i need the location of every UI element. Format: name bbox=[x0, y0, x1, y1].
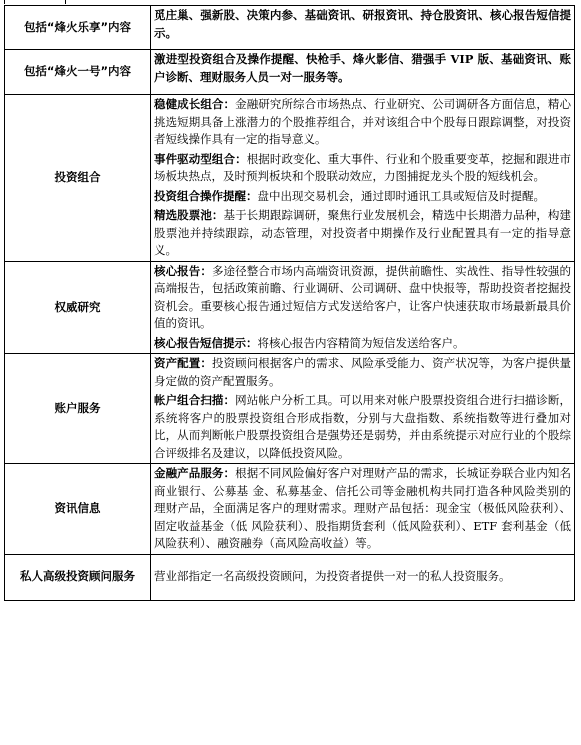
row-content bbox=[151, 95, 575, 262]
row-content bbox=[151, 261, 575, 354]
table-row bbox=[5, 354, 575, 464]
row-content bbox=[151, 464, 575, 555]
cropped-cell-edge bbox=[4, 0, 66, 4]
item-desc: 网站帐户分析工具。可以用来对帐户股票投资组合进行扫描诊断，系统将客户的股票投资组合形成指数，分别与大盘指数、系统指数等进行叠加对比，从而判断帐户股票投资组合是强势还是弱势，并由系统提示对应行业的个股综合评级排名及建议，以降低投资风险。 bbox=[154, 393, 572, 460]
row-content bbox=[151, 50, 575, 95]
item-desc: 金融研究所综合市场热点、行业研究、公司调研各方面信息，精心挑选短期具备上涨潜力的个股推荐组合，并对该组合中个股每日跟踪调整，对投资者短线操作具有一定的指导意义。 bbox=[154, 97, 572, 146]
item-desc: 将核心报告内容精简为短信发送给客户。 bbox=[257, 335, 465, 350]
item-desc: 根据不同风险偏好客户对理财产品的需求，长城证券联合业内知名商业银行、公募基 金、私募基金、信托公司等金融机构共同打造各种风险类别的理财产品，全面满足客户的理财需求。理财产品包括：现金宝（极低风险获利）、固定收益基金（低 风险获利）、股指期货套利（低风险获利）、ETF 套利基金（低风险获利）、融资融券（高风险高收益）等。 bbox=[154, 466, 572, 550]
list-item bbox=[154, 465, 571, 553]
row-text: 激进型投资组合及操作提醒、快枪手、烽火影信、猎强手 VIP 版、基础资讯、账户诊断、理财服务人员一对一服务等。 bbox=[154, 52, 571, 84]
row-text: 觅庄巢、强新股、决策内参、基础资讯、研报资讯、持仓股资讯、核心报告短信提示。 bbox=[154, 8, 571, 40]
item-desc: 基于长期跟踪调研，聚焦行业发展机会，精选中长期潜力品种，构建股票池并持续跟踪，动态管理，对投资者中期操作及行业配置具有一定的指导意义。 bbox=[154, 208, 571, 257]
row-label: 私人高级投资顾问服务 bbox=[5, 554, 151, 600]
table-row bbox=[5, 261, 575, 354]
services-table bbox=[4, 5, 575, 601]
row-content bbox=[151, 354, 575, 464]
table-row bbox=[5, 95, 575, 262]
list-item bbox=[154, 335, 571, 353]
table-row bbox=[5, 6, 575, 50]
row-content bbox=[151, 6, 575, 50]
list-item bbox=[154, 263, 571, 333]
row-text: 营业部指定一名高级投资顾问，为投资者提供一对一的私人投资服务。 bbox=[154, 569, 511, 584]
list-item bbox=[154, 96, 571, 149]
row-label: 投资组合 bbox=[5, 95, 151, 262]
item-term: 金融产品服务： bbox=[154, 466, 236, 480]
item-desc: 盘中出现交易机会，通过即时通讯工具或短信及时提醒。 bbox=[257, 188, 545, 203]
item-term: 核心报告： bbox=[154, 263, 212, 278]
table-row bbox=[5, 464, 575, 555]
item-term: 核心报告短信提示： bbox=[154, 335, 258, 350]
list-item bbox=[154, 207, 571, 260]
row-label: 包括“烽火一号”内容 bbox=[5, 50, 151, 95]
item-term: 帐户组合扫描： bbox=[154, 393, 236, 407]
item-desc: 根据时政变化、重大事件、行业和个股重要变革，挖掘和跟进市场板块热点，及时预判板块和个股联动效应，力图捕捉龙头个股的短线机会。 bbox=[154, 151, 571, 183]
item-term: 事件驱动型组合： bbox=[154, 151, 247, 166]
item-desc: 多途径整合市场内高端资讯资源，提供前瞻性、实战性、指导性较强的高端报告，包括政策前瞻、行业调研、公司调研、盘中快报等，帮助投资者挖掘投资机会。重要核心报告通过短信方式发送给客户，让客户快速获取市场最新最具价值的资讯。 bbox=[154, 263, 572, 330]
list-item bbox=[154, 355, 571, 390]
item-term: 稳健成长组合： bbox=[154, 97, 236, 111]
row-label: 资讯信息 bbox=[5, 464, 151, 555]
table-row bbox=[5, 554, 575, 600]
item-term: 资产配置： bbox=[154, 356, 212, 370]
list-item bbox=[154, 151, 571, 186]
item-term: 投资组合操作提醒： bbox=[154, 188, 258, 203]
list-item bbox=[154, 188, 571, 206]
item-term: 精选股票池： bbox=[154, 208, 224, 222]
table-row bbox=[5, 50, 575, 95]
list-item bbox=[154, 392, 571, 462]
row-content bbox=[151, 554, 575, 600]
row-label: 权威研究 bbox=[5, 261, 151, 354]
row-label: 包括“烽火乐享”内容 bbox=[5, 6, 151, 50]
item-desc: 投资顾问根据客户的需求、风险承受能力、资产状况等，为客户提供量身定做的资产配置服务。 bbox=[154, 356, 572, 388]
row-label: 账户服务 bbox=[5, 354, 151, 464]
